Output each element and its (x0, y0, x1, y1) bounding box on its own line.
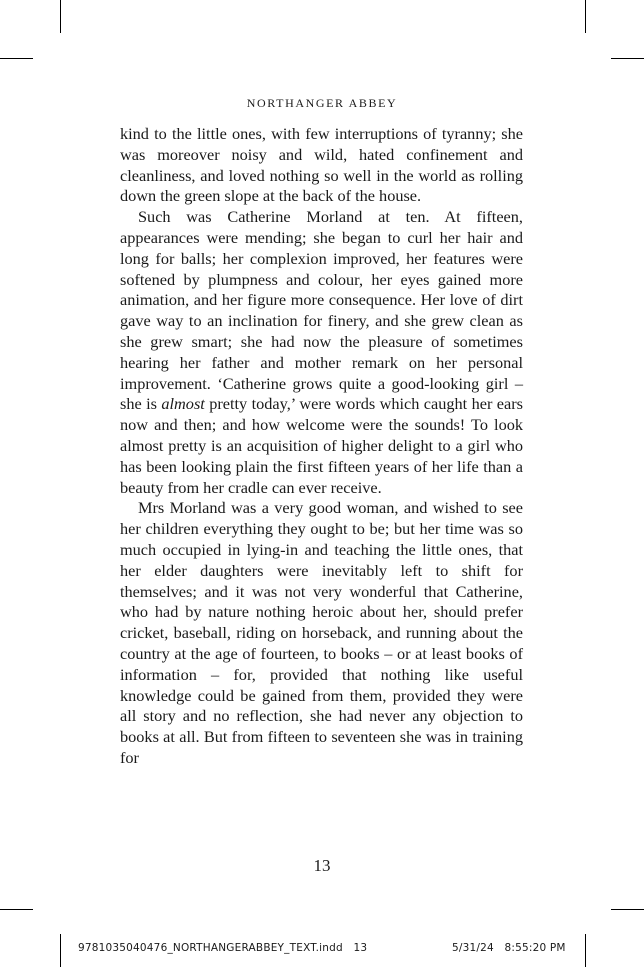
paragraph-3-text: Mrs Morland was a very good woman, and wished to see her children everything they ought to be; but her time was so much occupied in lying-in and teaching the little ones, that her elder daughters were inevitably left to shift for themselves; and it was not very wonderful that Catherine, who had by nature nothing heroic about her, should prefer cricket, baseball, riding on horseback, and running about the country at the age of fourteen, to books – or at least books of information – for, provided that nothing like useful knowledge could be gained from them, provided they were all story and no reflection, she had never any objection to books at all. But from fifteen to seventeen she was in training for (120, 498, 523, 767)
crop-mark-left-top (0, 58, 33, 59)
page-number: 13 (313, 856, 331, 875)
paragraph-2-text-b: pretty today,’ were words which caught her ears now and then; and how welcome were the sounds! To look almost pretty is an acquisition of higher delight to a girl who has been looking plain the first fifteen years of her life than a beauty from her cradle can ever receive. (120, 394, 524, 497)
crop-mark-top-left (60, 0, 61, 33)
paragraph-2-text-a: Such was Catherine Morland at ten. At fifteen, appearances were mending; she began to curl her hair and long for balls; her complexion improved, her features were softened by plumpness and colour, her eyes gained more animation, and her figure more consequence. Her love of dirt gave way to an inclination for finery, and she grew clean as she grew smart; she had now the pleasure of sometimes hearing her father and mother remark on her personal improvement. ‘Catherine grows quite a good-looking girl – she is (120, 207, 523, 414)
crop-mark-left-bottom (0, 909, 33, 910)
crop-mark-bottom-left (60, 934, 61, 967)
slug-filename: 9781035040476_NORTHANGERABBEY_TEXT.indd 13 (78, 942, 368, 954)
crop-mark-right-bottom (611, 909, 644, 910)
body-text (120, 124, 523, 769)
running-head: NORTHANGER ABBEY (246, 96, 398, 110)
crop-mark-bottom-right (585, 934, 586, 967)
crop-mark-right-top (611, 58, 644, 59)
paragraph-2-emphasis: almost (161, 394, 205, 414)
slug-datetime: 5/31/24 8:55:20 PM (452, 942, 566, 954)
paragraph-1-text: kind to the little ones, with few interruptions of tyranny; she was moreover noisy and wild, hated confinement and cleanliness, and loved nothing so well in the world as rolling down the green slope at the back of the house. (120, 124, 523, 206)
paragraph-3 (120, 498, 523, 768)
crop-mark-top-right (585, 0, 586, 33)
paragraph-2 (120, 207, 523, 498)
paragraph-1 (120, 124, 523, 207)
